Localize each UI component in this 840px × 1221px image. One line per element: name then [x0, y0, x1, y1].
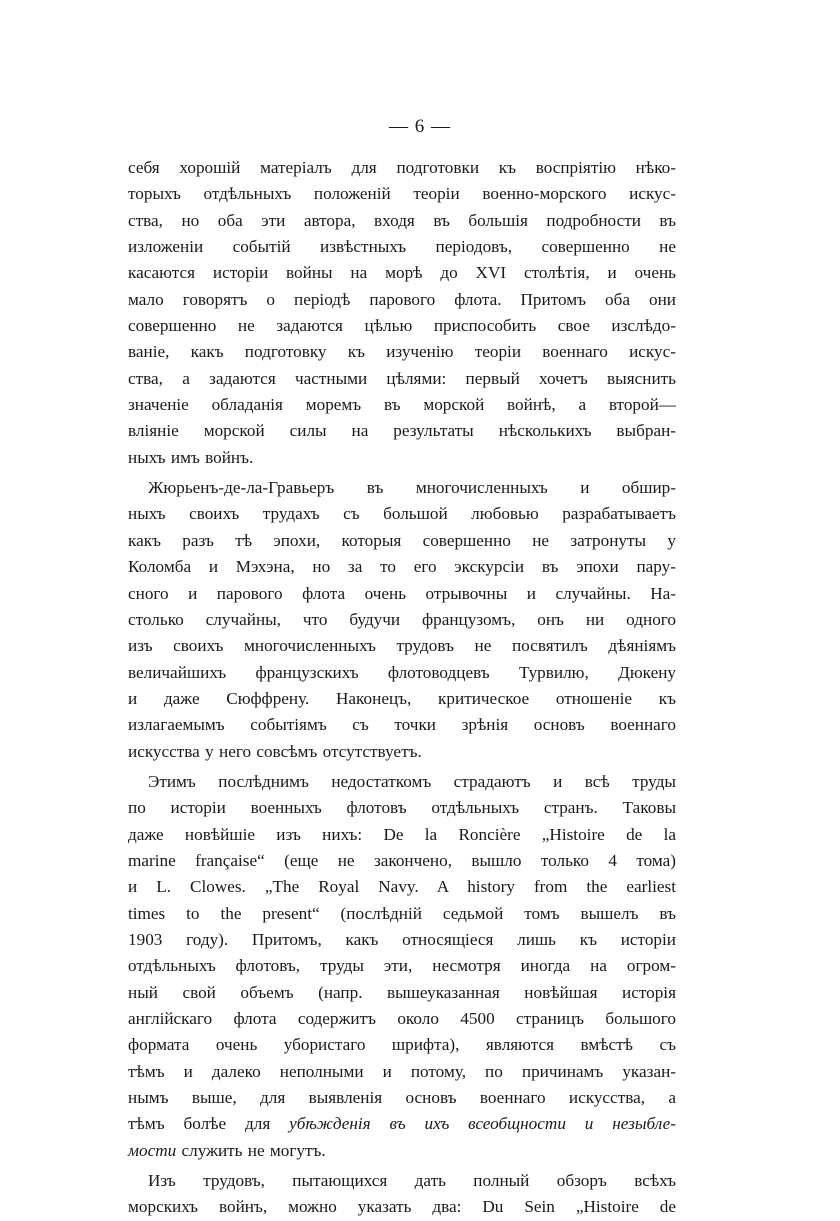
- text-line: times to the present“ (послѣдній седьмой томъ вышелъ въ: [128, 903, 676, 923]
- text-line: и L. Clowes. „The Royal Navy. A history from the earliest: [128, 877, 676, 897]
- text-span: тѣмъ болѣе для: [128, 1114, 271, 1134]
- text-line: Жюрьенъ-де-ла-Гравьеръ въ многочисленныхъ и обшир-: [148, 478, 676, 498]
- text-line-mixed: [128, 1138, 676, 1164]
- paragraph-3: [128, 769, 676, 1164]
- text-line: тѣмъ и далеко неполными и потому, по причинамъ указан-: [128, 1061, 676, 1081]
- text-line: какъ разъ тѣ эпохи, которыя совершенно не затронуты у: [128, 530, 676, 550]
- text-line: мало говорятъ о періодѣ парового флота. Притомъ оба они: [128, 289, 676, 309]
- text-line: Изъ трудовъ, пытающихся дать полный обзоръ всѣхъ: [148, 1171, 676, 1191]
- body-text: [128, 155, 676, 1221]
- text-line: изложеніи событій извѣстныхъ періодовъ, совершенно не: [128, 237, 676, 257]
- paragraph-1: [128, 155, 676, 471]
- text-span: служить не могутъ.: [181, 1140, 326, 1160]
- text-line: значеніе обладанія моремъ въ морской войнѣ, а второй—: [128, 395, 676, 415]
- text-line: отдѣльныхъ флотовъ, труды эти, несмотря иногда на огром-: [128, 956, 676, 976]
- text-line: торыхъ отдѣльныхъ положеній теоріи военно-морского искус-: [128, 184, 676, 204]
- italic-text: мости: [128, 1140, 177, 1160]
- text-line: вліяніе морской силы на результаты нѣсколькихъ выбран-: [128, 421, 676, 441]
- text-line: ства, но оба эти автора, входя въ большія подробности въ: [128, 210, 676, 230]
- text-line: Коломба и Мэхэна, но за то его экскурсіи въ эпохи пару-: [128, 557, 676, 577]
- text-line: формата очень убористаго шрифта), являются вмѣстѣ съ: [128, 1035, 676, 1055]
- text-line: искусства у него совсѣмъ отсутствуетъ.: [128, 741, 422, 761]
- text-line: себя хорошій матеріалъ для подготовки къ воспріятію нѣко-: [128, 158, 676, 177]
- text-line: изъ своихъ многочисленныхъ трудовъ не посвятилъ дѣяніямъ: [128, 636, 676, 656]
- text-line: и даже Сюффрену. Наконецъ, критическое отношеніе къ: [128, 688, 676, 708]
- text-line: ваніе, какъ подготовку къ изученію теоріи военнаго искус-: [128, 342, 676, 362]
- text-line: нымъ выше, для выявленія основъ военнаго искусства, а: [128, 1088, 676, 1108]
- text-line: сного и парового флота очень отрывочны и случайны. На-: [128, 583, 676, 603]
- text-line: излагаемымъ событіямъ съ точки зрѣнія основъ военнаго: [128, 715, 676, 735]
- text-line: 1903 году). Притомъ, какъ относящіеся лишь къ исторіи: [128, 929, 676, 949]
- text-line: касаются исторіи войны на морѣ до XVI столѣтія, и очень: [128, 263, 676, 283]
- text-line-mixed: [128, 1111, 676, 1137]
- text-line: Этимъ послѣднимъ недостаткомъ страдаютъ и всѣ труды: [148, 771, 676, 791]
- text-line: по исторіи военныхъ флотовъ отдѣльныхъ странъ. Таковы: [128, 798, 676, 818]
- text-line: ства, а задаются частными цѣлями: первый хочетъ выяснить: [128, 368, 676, 388]
- text-line: ныхъ своихъ трудахъ съ большой любовью разрабатываетъ: [128, 504, 676, 524]
- page-number: — 6 —: [389, 116, 451, 137]
- text-line: ныхъ имъ войнъ.: [128, 447, 254, 467]
- text-line: даже новѣйшіе изъ нихъ: De la Roncière „Histoire de la: [128, 824, 676, 844]
- text-line: величайшихъ французскихъ флотоводцевъ Турвилю, Дюкену: [128, 662, 676, 682]
- text-line: ный свой объемъ (напр. вышеуказанная новѣйшая исторія: [128, 982, 676, 1002]
- text-line: marine française“ (еще не закончено, вышло только 4 тома): [128, 850, 676, 870]
- paragraph-2: [128, 475, 676, 765]
- text-line: англійскаго флота содержитъ около 4500 страницъ большого: [128, 1009, 676, 1028]
- text-line: столько случайны, что будучи французомъ, онъ ни одного: [128, 609, 676, 629]
- paragraph-4: [128, 1168, 676, 1221]
- italic-text: убѣжденія въ ихъ всеобщности и незыбле-: [289, 1114, 677, 1134]
- text-line: морскихъ войнъ, можно указать два: Du Sein „Histoire de: [128, 1197, 676, 1217]
- text-line: совершенно не задаются цѣлью приспособить свое изслѣдо-: [128, 316, 676, 336]
